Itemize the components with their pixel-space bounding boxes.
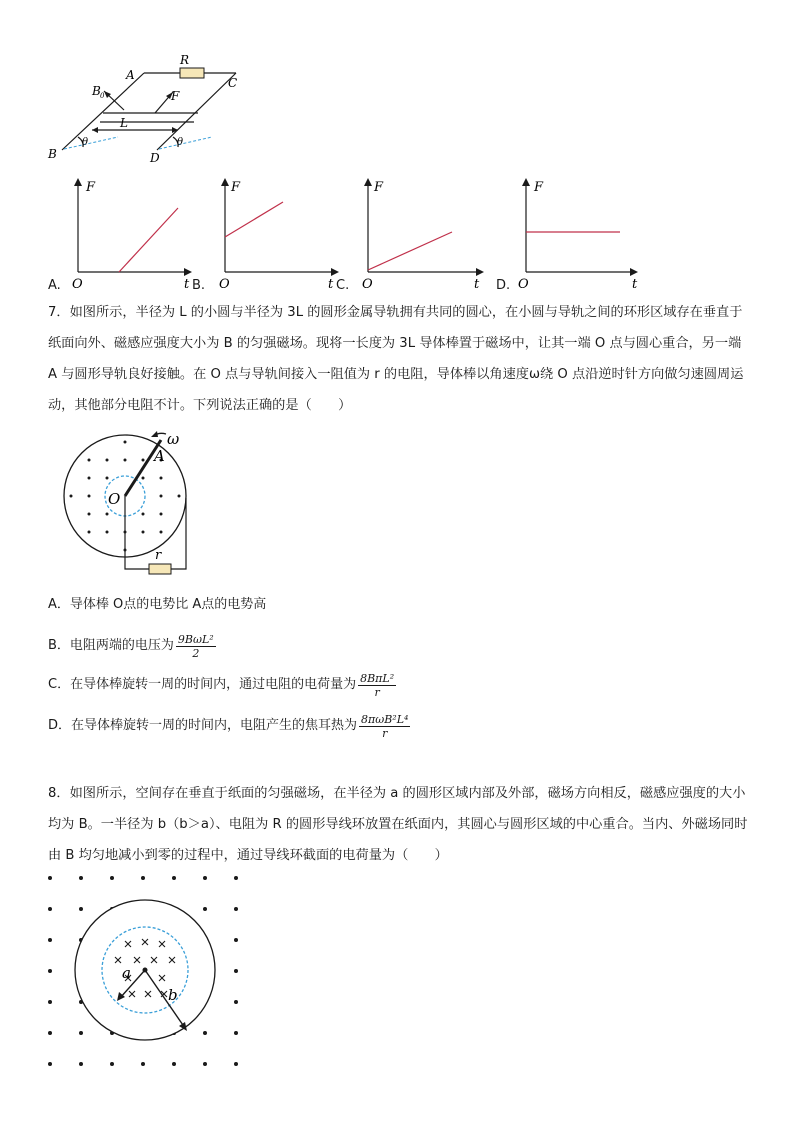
q7-option-c-text: C．在导体棒旋转一周的时间内，通过电阻的电荷量为 bbox=[48, 677, 357, 692]
q7-option-b-num: 9BωL² bbox=[177, 632, 214, 646]
label-D: D bbox=[150, 151, 160, 165]
field-dot bbox=[48, 1062, 52, 1066]
field-dot bbox=[88, 477, 91, 480]
field-dot bbox=[172, 876, 176, 880]
q8-figure bbox=[38, 868, 248, 1078]
q7-figure bbox=[58, 426, 208, 586]
field-dot bbox=[79, 907, 83, 911]
field-dot bbox=[124, 441, 127, 444]
q7-option-c bbox=[48, 667, 396, 703]
q7-omega: ω bbox=[167, 430, 180, 448]
field-dot bbox=[142, 459, 145, 462]
field-dot bbox=[234, 1000, 238, 1004]
field-dot bbox=[106, 477, 109, 480]
field-dot bbox=[48, 1031, 52, 1035]
field-dot bbox=[160, 477, 163, 480]
field-dot bbox=[79, 1062, 83, 1066]
field-dot bbox=[203, 907, 207, 911]
q7-A-label: A bbox=[154, 447, 165, 465]
field-dot bbox=[48, 876, 52, 880]
q8-a-label: a bbox=[122, 964, 131, 982]
field-dot bbox=[142, 531, 145, 534]
field-dot bbox=[48, 907, 52, 911]
field-dot bbox=[141, 876, 145, 880]
field-dot bbox=[178, 495, 181, 498]
graph-c-y-label: F bbox=[374, 180, 384, 195]
q7-option-b-den: 2 bbox=[192, 646, 200, 660]
field-dot bbox=[88, 459, 91, 462]
graph-b-x-label: t bbox=[328, 277, 334, 292]
field-dot bbox=[203, 1062, 207, 1066]
graph-b-y-label: F bbox=[231, 180, 241, 195]
graph-a-x-label: t bbox=[184, 277, 190, 292]
graph-a-option: A. bbox=[48, 278, 61, 293]
field-dot bbox=[124, 459, 127, 462]
label-B: B bbox=[48, 147, 57, 161]
graph-c bbox=[340, 172, 490, 292]
q7-option-d-text: D．在导体棒旋转一周的时间内，电阻产生的焦耳热为 bbox=[48, 718, 358, 733]
q8-stem: 8．如图所示，空间存在垂直于纸面的匀强磁场，在半径为 a 的圆形区域内部及外部，磁场方向相反，磁感应强度的大小均为 B。一半径为 b（b＞a）、电阻为 R 的圆形导线环放置在纸面内，其圆心与圆形区域的中心重合。当内、外磁场同时由 B 均匀地减小到零的过程中，通过导线环截面的电荷量为（ ） bbox=[48, 786, 748, 863]
field-dot bbox=[48, 938, 52, 942]
graph-b-origin: O bbox=[219, 277, 230, 292]
label-F: F bbox=[171, 89, 180, 103]
field-dot bbox=[142, 477, 145, 480]
field-dot bbox=[234, 907, 238, 911]
field-dot bbox=[48, 969, 52, 973]
graph-a bbox=[48, 172, 198, 292]
graph-c-x-label: t bbox=[474, 277, 480, 292]
q7-O-label: O bbox=[108, 490, 121, 508]
graph-d-option: D. bbox=[496, 278, 511, 293]
graph-c-option: C. bbox=[336, 278, 350, 293]
label-L: L bbox=[120, 116, 128, 130]
field-dot bbox=[79, 1031, 83, 1035]
graph-b-option: B. bbox=[192, 278, 206, 293]
field-dot bbox=[234, 1062, 238, 1066]
label-A: A bbox=[126, 68, 135, 82]
field-dot bbox=[234, 1031, 238, 1035]
field-dot bbox=[106, 531, 109, 534]
graph-d-origin: O bbox=[518, 277, 529, 292]
graph-d bbox=[498, 172, 648, 292]
field-dot bbox=[110, 1062, 114, 1066]
field-dot bbox=[160, 513, 163, 516]
field-dot bbox=[79, 876, 83, 880]
graph-d-y-label: F bbox=[534, 180, 544, 195]
q7-option-c-num: 8BπL² bbox=[360, 671, 395, 685]
field-dot bbox=[88, 531, 91, 534]
field-dot bbox=[48, 1000, 52, 1004]
q7-option-b bbox=[48, 628, 216, 664]
q7-r-label: r bbox=[155, 548, 162, 563]
q7-option-d-den: r bbox=[382, 726, 388, 740]
field-dot bbox=[234, 938, 238, 942]
field-dot bbox=[106, 513, 109, 516]
q7-option-b-text: B．电阻两端的电压为 bbox=[48, 638, 174, 653]
graph-b bbox=[195, 172, 345, 292]
graph-a-origin: O bbox=[72, 277, 83, 292]
field-dot bbox=[203, 1031, 207, 1035]
graph-d-x-label: t bbox=[632, 277, 638, 292]
q7-option-b-fraction bbox=[176, 633, 216, 660]
graph-c-origin: O bbox=[362, 277, 373, 292]
q7-option-d bbox=[48, 708, 410, 744]
field-dot bbox=[70, 495, 73, 498]
label-theta-left: θ bbox=[82, 137, 89, 148]
graph-a-y-label: F bbox=[86, 180, 96, 195]
q7-option-a: A．导体棒 O点的电势比 A点的电势高 bbox=[48, 597, 267, 612]
field-dot bbox=[142, 513, 145, 516]
q7-stem: 7．如图所示，半径为 L 的小圆与半径为 3L 的圆形金属导轨拥有共同的圆心，在小圆与导轨之间的环形区域存在垂直于纸面向外、磁感应强度大小为 B 的匀强磁场。现将一长度为 3L 导体棒置于磁场中，让其一端 O 点与圆心重合，另一端 A 与圆形导轨良好接触。在 O 点与导轨间接入一阻值为 r 的电阻，导体棒以角速度ω绕 O 点沿逆时针方向做匀速圆周运动，其他部分电阻不计。下列说法正确的是（ ） bbox=[48, 305, 744, 413]
field-dot bbox=[110, 876, 114, 880]
field-dot bbox=[160, 495, 163, 498]
field-dot bbox=[88, 495, 91, 498]
label-B0: B bbox=[92, 84, 101, 98]
q7-option-c-fraction bbox=[358, 672, 396, 699]
field-dot bbox=[106, 459, 109, 462]
label-theta-right: θ bbox=[177, 137, 184, 148]
field-dot bbox=[160, 531, 163, 534]
q7-option-d-fraction bbox=[359, 713, 410, 740]
q8-b-label: b bbox=[168, 986, 178, 1004]
field-dot bbox=[234, 969, 238, 973]
label-B0-sub: 0 bbox=[100, 92, 105, 100]
field-dot bbox=[172, 1062, 176, 1066]
field-dot bbox=[203, 876, 207, 880]
q7-option-d-num: 8πωB²L⁴ bbox=[361, 712, 409, 726]
q7-option-c-den: r bbox=[374, 685, 380, 699]
field-dot bbox=[234, 876, 238, 880]
label-C: C bbox=[228, 76, 238, 90]
field-dot bbox=[141, 1062, 145, 1066]
label-R: R bbox=[180, 55, 190, 67]
inclined-rails-figure bbox=[40, 55, 250, 170]
field-dot bbox=[88, 513, 91, 516]
